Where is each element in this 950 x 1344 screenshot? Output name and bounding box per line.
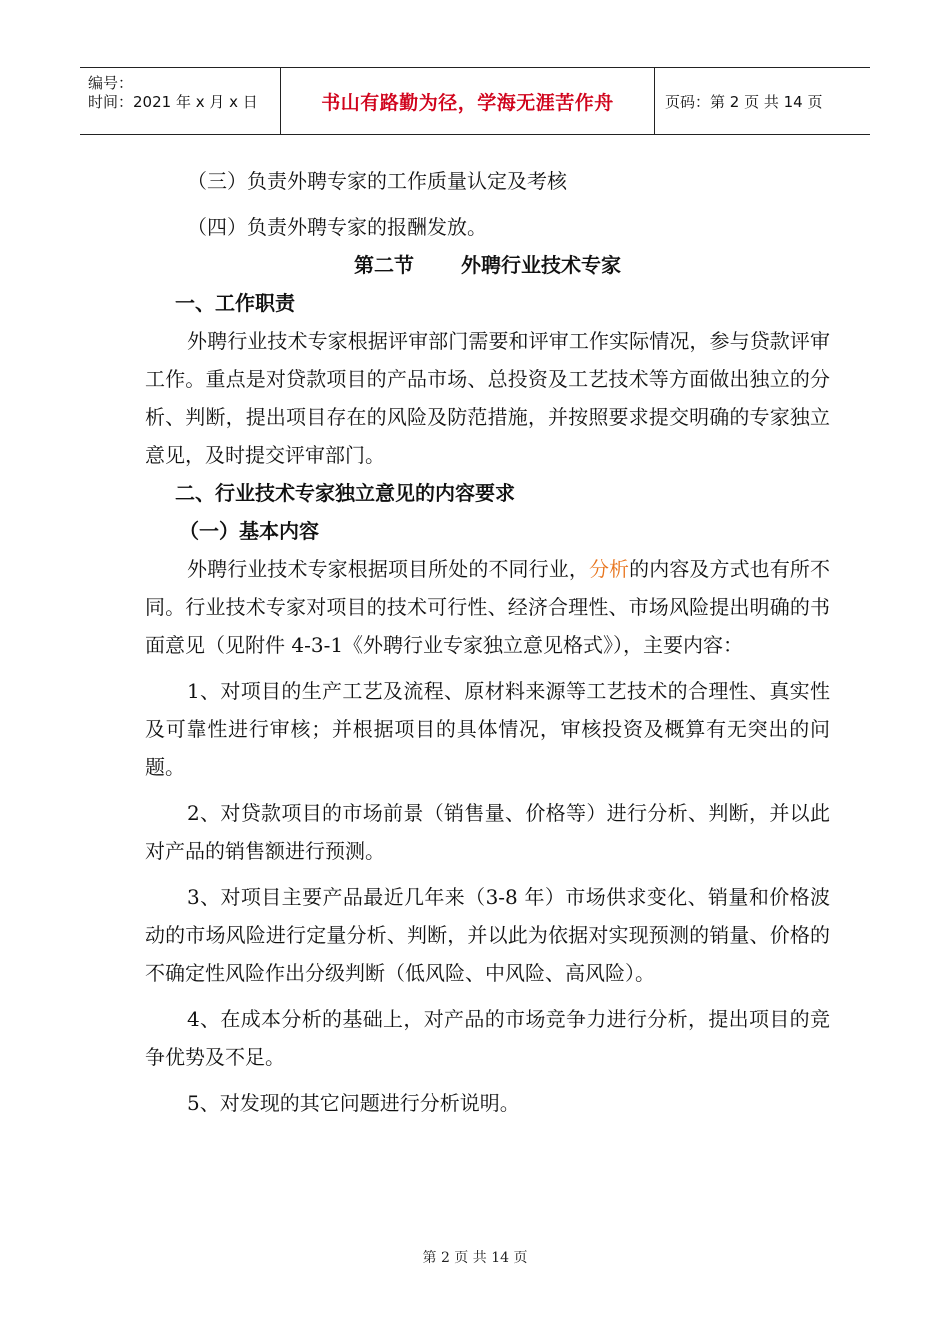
header-motto: 书山有路勤为径，学海无涯苦作舟 (281, 68, 655, 134)
list-item: 2、对贷款项目的市场前景（销售量、价格等）进行分析、判断，并以此对产品的销售额进行预测。 (145, 801, 830, 863)
heading-basic-content: （一）基本内容 (179, 519, 319, 543)
section-title: 第二节 外聘行业技术专家 (354, 253, 621, 277)
document-header (80, 67, 870, 135)
document-body (145, 162, 830, 1122)
list-item: 5、对发现的其它问题进行分析说明。 (187, 1091, 520, 1115)
page-footer: 第 2 页 共 14 页 (422, 1250, 528, 1266)
list-item: 4、在成本分析的基础上，对产品的市场竞争力进行分析，提出项目的竞争优势及不足。 (145, 1007, 830, 1069)
heading-opinion-requirements: 二、行业技术专家独立意见的内容要求 (175, 481, 515, 505)
header-page-number: 页码：第 2 页 共 14 页 (665, 92, 823, 111)
paragraph-basic-content (145, 550, 830, 664)
analysis-link[interactable]: 分析 (588, 557, 630, 581)
basic-content-text-2: 的内容及方式也有所不同。行业技术专家对项目的技术可行性、经济合理性、市场风险提出明确的书面意见（见附件 4-3-1《外聘行业专家独立意见格式》），主要内容： (145, 557, 831, 657)
basic-content-text-1: 外聘行业技术专家根据项目所处的不同行业， (187, 557, 589, 581)
header-meta (80, 68, 281, 134)
list-item: 1、对项目的生产工艺及流程、原材料来源等工艺技术的合理性、真实性及可靠性进行审核；并根据项目的具体情况，审核投资及概算有无突出的问题。 (145, 679, 830, 779)
time-label: 时间：2021 年 x 月 x 日 (88, 93, 258, 111)
paragraph-duties: 外聘行业技术专家根据评审部门需要和评审工作实际情况，参与贷款评审工作。重点是对贷款项目的产品市场、总投资及工艺技术等方面做出独立的分析、判断，提出项目存在的风险及防范措施，并按照要求提交明确的专家独立意见，及时提交评审部门。 (145, 329, 830, 467)
paragraph-item-4: （四）负责外聘专家的报酬发放。 (187, 215, 487, 239)
list-item: 3、对项目主要产品最近几年来（3-8 年）市场供求变化、销量和价格波动的市场风险进行定量分析、判断，并以此为依据对实现预测的销量、价格的不确定性风险作出分级判断（低风险、中风险、高风险）。 (145, 885, 830, 985)
paragraph-item-3: （三）负责外聘专家的工作质量认定及考核 (187, 169, 567, 193)
code-label: 编号： (88, 74, 134, 92)
heading-work-duties: 一、工作职责 (175, 291, 295, 315)
